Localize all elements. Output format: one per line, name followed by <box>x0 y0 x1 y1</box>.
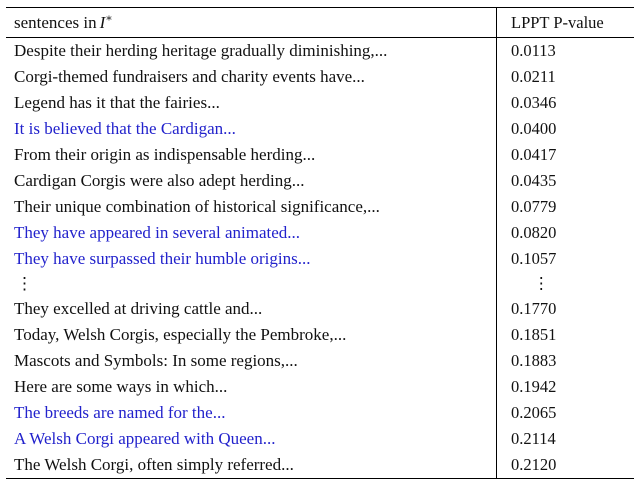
sentence-cell: ⋮ <box>16 274 33 293</box>
pvalue-cell: 0.2114 <box>496 426 634 452</box>
pvalue-cell: 0.1942 <box>496 374 634 400</box>
table-row <box>6 90 634 116</box>
table-row <box>6 246 634 272</box>
table-row <box>6 220 634 246</box>
sentence-cell: A Welsh Corgi appeared with Queen... <box>14 429 276 448</box>
pvalue-cell: ⋮ <box>496 272 634 296</box>
pvalue-cell: 0.1057 <box>496 246 634 272</box>
pvalue-cell: 0.0417 <box>496 142 634 168</box>
sentence-cell: It is believed that the Cardigan... <box>14 119 236 138</box>
pvalue-cell: 0.1770 <box>496 296 634 322</box>
table-row <box>6 348 634 374</box>
sentence-cell: Corgi-themed fundraisers and charity events have... <box>14 67 365 86</box>
header-sentences-label: sentences in <box>14 12 97 32</box>
sentence-cell: Their unique combination of historical significance,... <box>14 197 380 216</box>
pvalue-cell: 0.0400 <box>496 116 634 142</box>
pvalue-cell: 0.1883 <box>496 348 634 374</box>
pvalue-cell: 0.0346 <box>496 90 634 116</box>
table-header-row <box>6 8 634 38</box>
sentence-cell: Today, Welsh Corgis, especially the Pembroke,... <box>14 325 347 344</box>
sentence-cell: Mascots and Symbols: In some regions,... <box>14 351 298 370</box>
math-symbol-I: I <box>99 12 106 32</box>
sentence-cell: They have surpassed their humble origins... <box>14 249 311 268</box>
pvalue-cell: 0.0820 <box>496 220 634 246</box>
header-sentences <box>6 13 496 33</box>
sentence-cell: They excelled at driving cattle and... <box>14 299 263 318</box>
table-row <box>6 116 634 142</box>
table-row <box>6 168 634 194</box>
table-row <box>6 142 634 168</box>
table-row <box>6 38 634 64</box>
sentence-cell: The breeds are named for the... <box>14 403 226 422</box>
sentence-cell: Despite their herding heritage gradually diminishing,... <box>14 41 388 60</box>
pvalue-cell: 0.0435 <box>496 168 634 194</box>
results-table <box>6 7 634 479</box>
pvalue-cell: 0.1851 <box>496 322 634 348</box>
pvalue-cell: 0.2065 <box>496 400 634 426</box>
sentence-cell: Legend has it that the fairies... <box>14 93 220 112</box>
math-superscript-star: ∗ <box>105 12 113 24</box>
table-row <box>6 64 634 90</box>
pvalue-cell: 0.0113 <box>496 38 634 64</box>
pvalue-cell: 0.2120 <box>496 452 634 478</box>
sentence-cell: The Welsh Corgi, often simply referred... <box>14 455 294 474</box>
ellipsis-row <box>6 272 634 296</box>
pvalue-cell: 0.0779 <box>496 194 634 220</box>
sentence-cell: Cardigan Corgis were also adept herding... <box>14 171 305 190</box>
table-row <box>6 194 634 220</box>
table-row <box>6 374 634 400</box>
table-row <box>6 400 634 426</box>
sentence-cell: From their origin as indispensable herding... <box>14 145 316 164</box>
table-body <box>6 38 634 478</box>
table-row <box>6 296 634 322</box>
table-row <box>6 452 634 478</box>
sentence-cell: They have appeared in several animated... <box>14 223 301 242</box>
table-row <box>6 322 634 348</box>
pvalue-cell: 0.0211 <box>496 64 634 90</box>
header-pvalue: LPPT P-value <box>496 8 634 37</box>
sentence-cell: Here are some ways in which... <box>14 377 228 396</box>
table-row <box>6 426 634 452</box>
